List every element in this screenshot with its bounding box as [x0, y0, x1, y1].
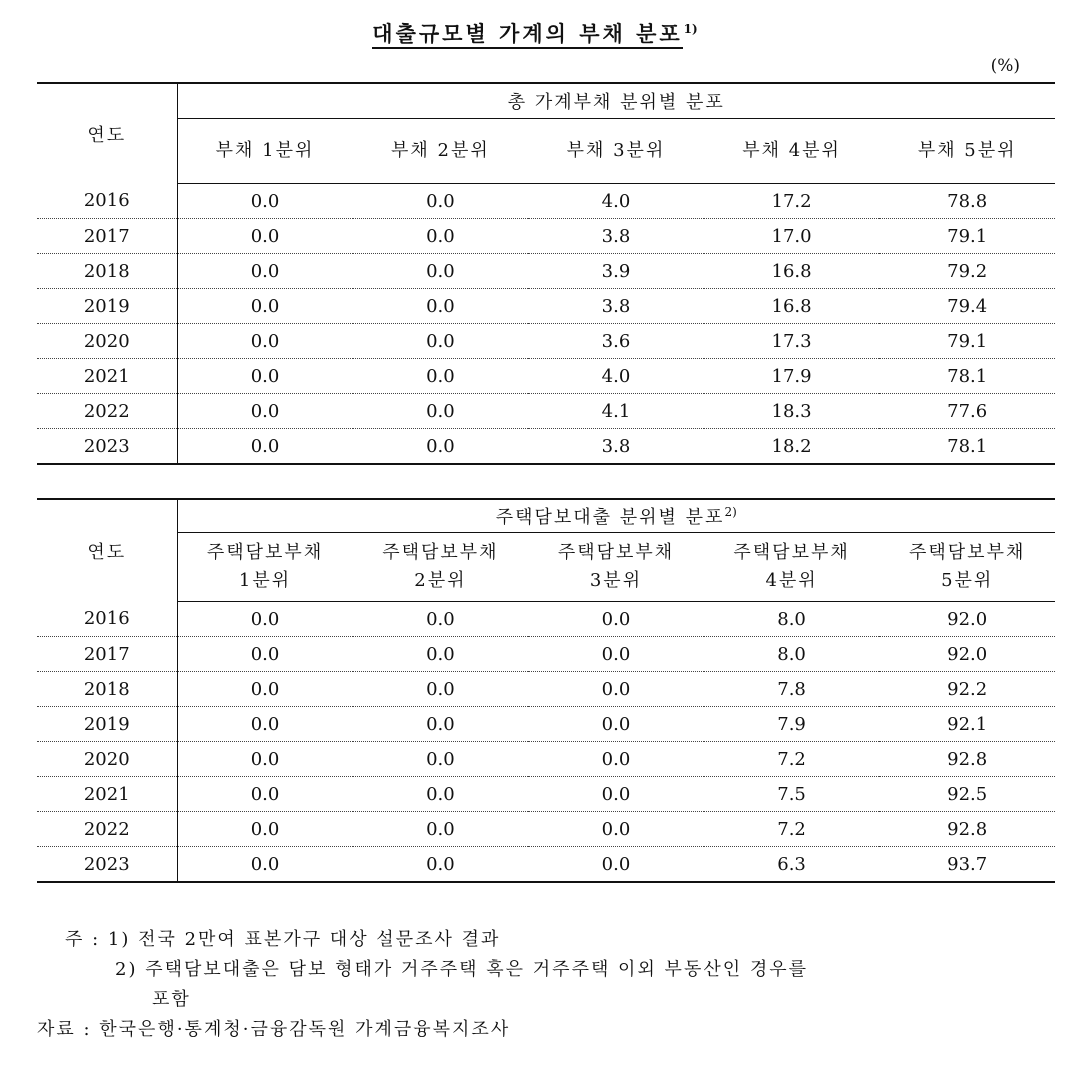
- title-footnote-mark: 1): [683, 22, 698, 36]
- value-cell: 0.0: [177, 672, 353, 707]
- value-cell: 0.0: [177, 847, 353, 883]
- column-header-line2: 2분위: [414, 570, 467, 591]
- year-cell: 2020: [37, 742, 177, 777]
- table-row: [37, 219, 1055, 254]
- unit-label: (%): [990, 56, 1020, 76]
- table-row: [37, 637, 1055, 672]
- value-cell: 0.0: [353, 429, 529, 465]
- table-row: [37, 847, 1055, 883]
- value-cell: 79.1: [879, 324, 1055, 359]
- value-cell: 17.9: [704, 359, 880, 394]
- year-cell: 2020: [37, 324, 177, 359]
- column-header-4: [704, 533, 880, 602]
- column-header-line2: 3분위: [589, 570, 643, 591]
- footnote-2-continued: 포함: [152, 989, 191, 1010]
- value-cell: 0.0: [353, 707, 529, 742]
- column-header-3: [528, 533, 704, 602]
- value-cell: 79.1: [879, 219, 1055, 254]
- year-cell: 2019: [37, 707, 177, 742]
- column-header-line1: 주택담보부채: [382, 542, 499, 563]
- mortgage-distribution-table: [37, 498, 1055, 883]
- value-cell: 92.0: [879, 602, 1055, 637]
- year-header: 연도: [37, 83, 177, 184]
- column-header-5: 부채 5분위: [879, 119, 1055, 184]
- value-cell: 3.8: [528, 219, 704, 254]
- value-cell: 0.0: [353, 742, 529, 777]
- value-cell: 0.0: [353, 602, 529, 637]
- group-header: [177, 499, 1055, 533]
- value-cell: 79.2: [879, 254, 1055, 289]
- table-row: [37, 359, 1055, 394]
- value-cell: 0.0: [177, 637, 353, 672]
- value-cell: 0.0: [353, 672, 529, 707]
- value-cell: 0.0: [528, 637, 704, 672]
- table-row: [37, 707, 1055, 742]
- year-cell: 2021: [37, 777, 177, 812]
- year-cell: 2022: [37, 812, 177, 847]
- value-cell: 92.8: [879, 742, 1055, 777]
- value-cell: 8.0: [704, 637, 880, 672]
- value-cell: 7.5: [704, 777, 880, 812]
- value-cell: 0.0: [528, 602, 704, 637]
- column-header-5: [879, 533, 1055, 602]
- column-header-2: 부채 2분위: [353, 119, 529, 184]
- page-title: [0, 18, 1070, 48]
- year-cell: 2017: [37, 637, 177, 672]
- value-cell: 0.0: [353, 219, 529, 254]
- value-cell: 0.0: [528, 777, 704, 812]
- title-text: 대출규모별 가계의 부채 분포: [372, 21, 682, 49]
- value-cell: 93.7: [879, 847, 1055, 883]
- value-cell: 78.8: [879, 184, 1055, 219]
- value-cell: 4.1: [528, 394, 704, 429]
- source-note: 자료 : 한국은행·통계청·금융감독원 가계금융복지조사: [37, 1019, 511, 1040]
- group-header-text: 총 가계부채 분위별 분포: [507, 92, 725, 113]
- value-cell: 18.3: [704, 394, 880, 429]
- value-cell: 18.2: [704, 429, 880, 465]
- year-cell: 2023: [37, 847, 177, 883]
- year-cell: 2018: [37, 254, 177, 289]
- column-header-line1: 주택담보부채: [909, 542, 1026, 563]
- value-cell: 0.0: [353, 812, 529, 847]
- column-header-3: 부채 3분위: [528, 119, 704, 184]
- value-cell: 0.0: [353, 184, 529, 219]
- value-cell: 7.9: [704, 707, 880, 742]
- value-cell: 0.0: [353, 777, 529, 812]
- column-header-line1: 주택담보부채: [557, 542, 675, 563]
- value-cell: 92.0: [879, 637, 1055, 672]
- table-row: [37, 184, 1055, 219]
- value-cell: 0.0: [353, 289, 529, 324]
- year-cell: 2018: [37, 672, 177, 707]
- column-header-1: [177, 533, 353, 602]
- value-cell: 78.1: [879, 359, 1055, 394]
- value-cell: 0.0: [353, 324, 529, 359]
- value-cell: 0.0: [177, 707, 353, 742]
- year-cell: 2016: [37, 184, 177, 219]
- column-header-line2: 4분위: [765, 570, 818, 591]
- value-cell: 8.0: [704, 602, 880, 637]
- table-row: [37, 812, 1055, 847]
- value-cell: 17.3: [704, 324, 880, 359]
- value-cell: 0.0: [528, 707, 704, 742]
- value-cell: 0.0: [353, 254, 529, 289]
- value-cell: 0.0: [177, 359, 353, 394]
- group-header: [177, 83, 1055, 119]
- value-cell: 0.0: [353, 847, 529, 883]
- table-row: [37, 394, 1055, 429]
- value-cell: 7.8: [704, 672, 880, 707]
- footnote-2: 2) 주택담보대출은 담보 형태가 거주주택 혹은 거주주택 이외 부동산인 경우를: [115, 959, 808, 980]
- table-row: [37, 602, 1055, 637]
- value-cell: 16.8: [704, 254, 880, 289]
- year-cell: 2016: [37, 602, 177, 637]
- group-header-text: 주택담보대출 분위별 분포: [495, 507, 725, 528]
- value-cell: 0.0: [528, 812, 704, 847]
- footnote-1: 주 : 1) 전국 2만여 표본가구 대상 설문조사 결과: [65, 929, 501, 950]
- table-row: [37, 289, 1055, 324]
- value-cell: 92.8: [879, 812, 1055, 847]
- table-row: [37, 777, 1055, 812]
- value-cell: 0.0: [177, 219, 353, 254]
- value-cell: 0.0: [177, 777, 353, 812]
- value-cell: 17.0: [704, 219, 880, 254]
- value-cell: 17.2: [704, 184, 880, 219]
- group-footnote-mark: 2): [724, 505, 737, 519]
- value-cell: 0.0: [528, 847, 704, 883]
- value-cell: 0.0: [177, 324, 353, 359]
- column-header-line2: 1분위: [238, 570, 292, 591]
- value-cell: 0.0: [177, 394, 353, 429]
- value-cell: 0.0: [177, 254, 353, 289]
- value-cell: 3.6: [528, 324, 704, 359]
- value-cell: 6.3: [704, 847, 880, 883]
- value-cell: 0.0: [528, 672, 704, 707]
- value-cell: 92.2: [879, 672, 1055, 707]
- value-cell: 3.8: [528, 289, 704, 324]
- value-cell: 92.5: [879, 777, 1055, 812]
- total-debt-distribution-table: [37, 82, 1055, 465]
- value-cell: 0.0: [177, 812, 353, 847]
- year-header: 연도: [37, 499, 177, 602]
- year-cell: 2022: [37, 394, 177, 429]
- value-cell: 7.2: [704, 812, 880, 847]
- value-cell: 4.0: [528, 184, 704, 219]
- column-header-2: [353, 533, 529, 602]
- value-cell: 3.8: [528, 429, 704, 465]
- value-cell: 0.0: [353, 637, 529, 672]
- value-cell: 4.0: [528, 359, 704, 394]
- value-cell: 79.4: [879, 289, 1055, 324]
- year-cell: 2017: [37, 219, 177, 254]
- footnotes: [37, 925, 808, 1045]
- value-cell: 0.0: [177, 602, 353, 637]
- table-row: [37, 254, 1055, 289]
- column-header-line1: 주택담보부채: [206, 542, 324, 563]
- value-cell: 77.6: [879, 394, 1055, 429]
- year-cell: 2021: [37, 359, 177, 394]
- value-cell: 16.8: [704, 289, 880, 324]
- value-cell: 92.1: [879, 707, 1055, 742]
- value-cell: 0.0: [177, 742, 353, 777]
- value-cell: 0.0: [528, 742, 704, 777]
- table-row: [37, 324, 1055, 359]
- value-cell: 0.0: [177, 184, 353, 219]
- column-header-line1: 주택담보부채: [733, 542, 850, 563]
- value-cell: 7.2: [704, 742, 880, 777]
- year-cell: 2023: [37, 429, 177, 465]
- column-header-4: 부채 4분위: [704, 119, 880, 184]
- value-cell: 78.1: [879, 429, 1055, 465]
- value-cell: 0.0: [177, 289, 353, 324]
- value-cell: 0.0: [353, 359, 529, 394]
- value-cell: 3.9: [528, 254, 704, 289]
- year-cell: 2019: [37, 289, 177, 324]
- table-row: [37, 742, 1055, 777]
- column-header-1: 부채 1분위: [177, 119, 353, 184]
- table-row: [37, 429, 1055, 465]
- column-header-line2: 5분위: [941, 570, 994, 591]
- value-cell: 0.0: [353, 394, 529, 429]
- table-row: [37, 672, 1055, 707]
- value-cell: 0.0: [177, 429, 353, 465]
